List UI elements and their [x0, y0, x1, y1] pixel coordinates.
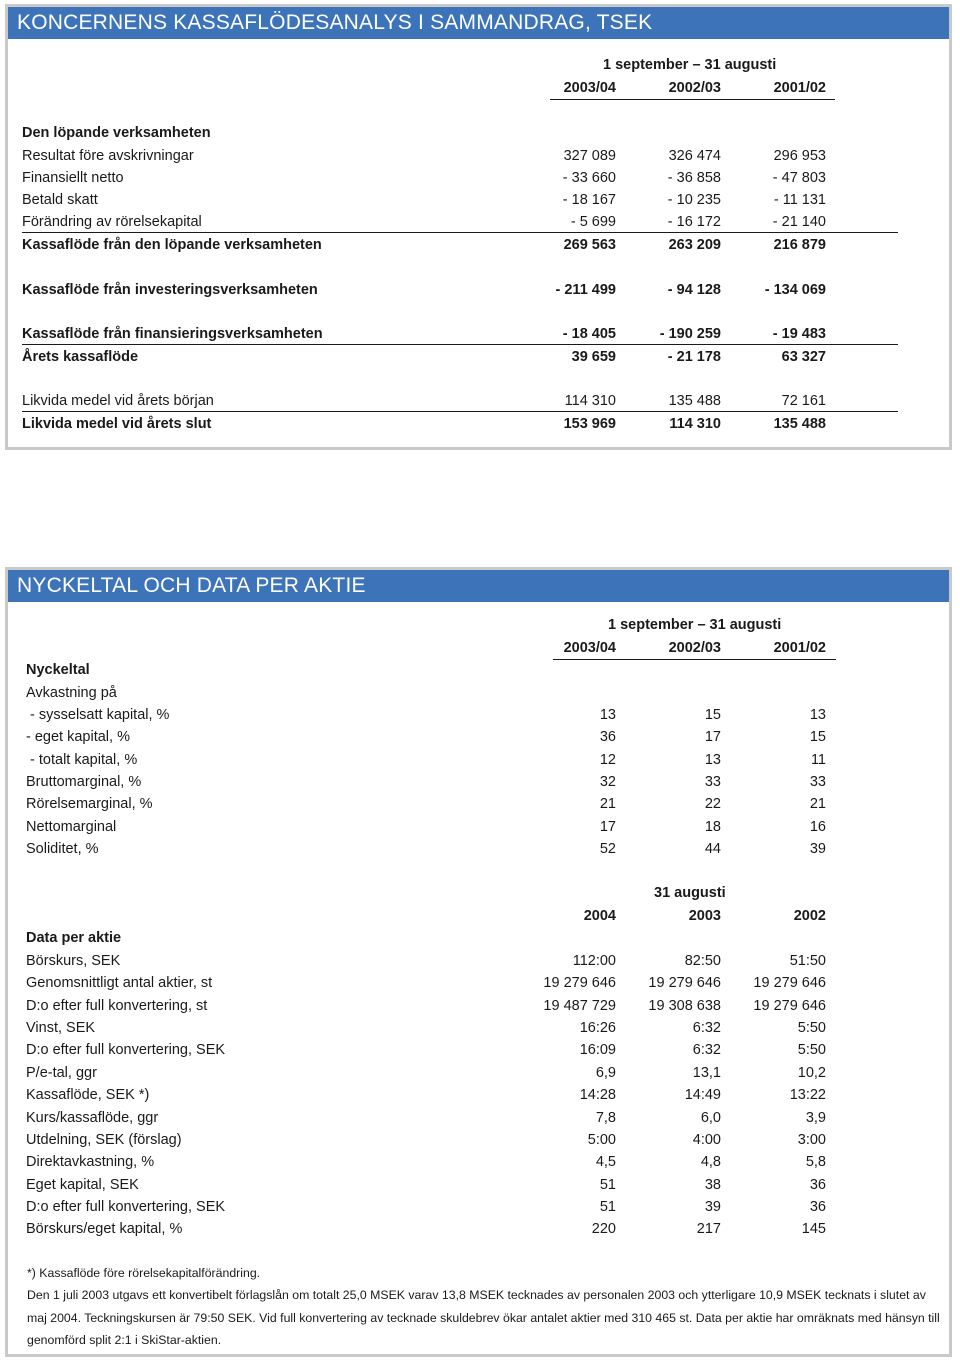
pershare-cell: 19 308 638 — [648, 998, 721, 1014]
keyfigures-row-label: Soliditet, % — [26, 841, 99, 857]
keyfigures-cell: 22 — [704, 796, 721, 812]
keyfigures-cell: 15 — [704, 707, 721, 723]
cashflow-cell: - 5 699 — [570, 214, 616, 230]
pershare-cell: 6:32 — [692, 1042, 721, 1058]
pershare-col-3: 2002 — [793, 908, 826, 924]
cashflow-cell: - 47 803 — [772, 170, 826, 186]
cashflow-cell: - 21 178 — [667, 349, 721, 365]
keyfigures-col-3: 2001/02 — [773, 640, 826, 656]
keyfigures-cell: 17 — [704, 729, 721, 745]
pershare-cell: 19 279 646 — [543, 975, 616, 991]
cashflow-cell: 135 488 — [773, 416, 826, 432]
keyfigures-title: NYCKELTAL OCH DATA PER AKTIE — [8, 570, 949, 602]
pershare-cell: 5:50 — [797, 1042, 826, 1058]
keyfigures-cell: 12 — [599, 752, 616, 768]
pershare-row-label: Börskurs, SEK — [26, 953, 121, 969]
cashflow-cell: 263 209 — [668, 237, 721, 253]
keyfigures-cell: 33 — [809, 774, 826, 790]
pershare-cell: 51:50 — [789, 953, 826, 969]
pershare-cell: 19 487 729 — [543, 998, 616, 1014]
cashflow-row-label: Likvida medel vid årets början — [22, 393, 214, 409]
pershare-cell: 19 279 646 — [753, 998, 826, 1014]
pershare-cell: 7,8 — [595, 1110, 616, 1126]
pershare-cell: 36 — [809, 1199, 826, 1215]
cashflow-cell: 269 563 — [563, 237, 616, 253]
cashflow-cell: - 11 131 — [773, 192, 826, 208]
pershare-cell: 6,0 — [700, 1110, 721, 1126]
cashflow-cell: - 21 140 — [772, 214, 826, 230]
keyfigures-row-label: Nettomarginal — [26, 819, 117, 835]
cashflow-end-rule — [22, 411, 898, 412]
cashflow-period: 1 september – 31 augusti — [603, 57, 777, 73]
pershare-cell: 3,9 — [805, 1110, 826, 1126]
pershare-row-label: Direktavkastning, % — [26, 1154, 155, 1170]
pershare-row-label: Genomsnittligt antal aktier, st — [26, 975, 213, 991]
cashflow-cell: 39 659 — [571, 349, 616, 365]
pershare-cell: 6:32 — [692, 1020, 721, 1036]
keyfigures-row-label: Rörelsemarginal, % — [26, 796, 153, 812]
keyfigures-period: 1 september – 31 augusti — [608, 617, 782, 633]
pershare-row-label: Kurs/kassaflöde, ggr — [26, 1110, 159, 1126]
pershare-period: 31 augusti — [654, 885, 726, 901]
cashflow-cell: - 19 483 — [772, 326, 826, 342]
keyfigures-row-label: Bruttomarginal, % — [26, 774, 142, 790]
cashflow-cell: - 18 167 — [562, 192, 616, 208]
cashflow-cell: 296 953 — [773, 148, 826, 164]
keyfigures-cell: 13 — [809, 707, 826, 723]
cashflow-header-rule — [550, 99, 835, 100]
pershare-row-label: Börskurs/eget kapital, % — [26, 1221, 183, 1237]
pershare-cell: 3:00 — [797, 1132, 826, 1148]
pershare-cell: 5,8 — [805, 1154, 826, 1170]
cashflow-cell: - 190 259 — [659, 326, 721, 342]
pershare-cell: 14:28 — [579, 1087, 616, 1103]
keyfigures-cell: 39 — [809, 841, 826, 857]
pershare-cell: 82:50 — [684, 953, 721, 969]
cashflow-cell: 114 310 — [564, 393, 616, 409]
cashflow-col-3: 2001/02 — [773, 80, 826, 96]
pershare-cell: 38 — [704, 1177, 721, 1193]
pershare-row-label: P/e-tal, ggr — [26, 1065, 97, 1081]
pershare-row-label: Utdelning, SEK (förslag) — [26, 1132, 182, 1148]
cashflow-cell: 72 161 — [781, 393, 826, 409]
pershare-row-label: D:o efter full konvertering, st — [26, 998, 208, 1014]
pershare-cell: 217 — [696, 1221, 721, 1237]
cashflow-cell: - 94 128 — [667, 282, 721, 298]
cashflow-cell: 153 969 — [563, 416, 616, 432]
keyfigures-section-heading: Nyckeltal — [26, 662, 90, 678]
cashflow-subtotal-rule — [22, 232, 898, 233]
pershare-cell: 220 — [591, 1221, 616, 1237]
keyfigures-row-label: - totalt kapital, % — [26, 752, 138, 768]
pershare-row-label: D:o efter full konvertering, SEK — [26, 1042, 226, 1058]
pershare-row-label: Kassaflöde, SEK *) — [26, 1087, 150, 1103]
keyfigures-cell: 44 — [704, 841, 721, 857]
cashflow-cell: - 33 660 — [562, 170, 616, 186]
cashflow-cell: - 134 069 — [764, 282, 826, 298]
keyfigures-row-label: - eget kapital, % — [26, 729, 130, 745]
pershare-cell: 16:09 — [579, 1042, 616, 1058]
cashflow-section-heading: Den löpande verksamheten — [22, 125, 211, 141]
cashflow-panel — [5, 4, 952, 450]
pershare-cell: 4,5 — [595, 1154, 616, 1170]
pershare-cell: 13,1 — [692, 1065, 721, 1081]
keyfigures-cell: 13 — [704, 752, 721, 768]
pershare-cell: 5:50 — [797, 1020, 826, 1036]
cashflow-cell: - 36 858 — [667, 170, 721, 186]
pershare-cell: 14:49 — [684, 1087, 721, 1103]
pershare-cell: 5:00 — [587, 1132, 616, 1148]
cashflow-col-1: 2003/04 — [563, 80, 616, 96]
pershare-cell: 19 279 646 — [753, 975, 826, 991]
keyfigures-col-1: 2003/04 — [563, 640, 616, 656]
cashflow-row-label: Kassaflöde från den löpande verksamheten — [22, 237, 322, 253]
keyfigures-cell: 32 — [599, 774, 616, 790]
pershare-section-heading: Data per aktie — [26, 930, 122, 946]
cashflow-total-rule — [22, 344, 898, 345]
pershare-cell: 39 — [704, 1199, 721, 1215]
pershare-row-label: D:o efter full konvertering, SEK — [26, 1199, 226, 1215]
cashflow-cell: 135 488 — [668, 393, 721, 409]
pershare-row-label: Vinst, SEK — [26, 1020, 96, 1036]
keyfigures-cell: 15 — [809, 729, 826, 745]
cashflow-cell: 327 089 — [563, 148, 616, 164]
pershare-cell: 16:26 — [579, 1020, 616, 1036]
keyfigures-panel — [5, 567, 952, 1357]
cashflow-cell: - 10 235 — [667, 192, 721, 208]
cashflow-cell: 216 879 — [773, 237, 826, 253]
cashflow-row-label: Kassaflöde från investeringsverksamheten — [22, 282, 318, 298]
keyfigures-cell: 33 — [704, 774, 721, 790]
pershare-cell: 51 — [599, 1177, 616, 1193]
pershare-cell: 4:00 — [692, 1132, 721, 1148]
pershare-cell: 4,8 — [700, 1154, 721, 1170]
keyfigures-subheading: Avkastning på — [26, 685, 117, 701]
footnote-convertible: Den 1 juli 2003 utgavs ett konvertibelt förlagslån om totalt 25,0 MSEK varav 13,8 MSEK tecknades av personalen 2003 och ytterligare 10,9 MSEK tecknats i slutet av maj 2004. Teckningskursen är 79:50 SEK. Vid full konvertering av tecknade skuldebrev ökar antalet aktier med 310 465 st. Data per aktie har omräknats med hänsyn till genomförd split 2:1 i SkiStar-aktien. — [27, 1288, 940, 1347]
pershare-row-label: Eget kapital, SEK — [26, 1177, 139, 1193]
cashflow-col-2: 2002/03 — [668, 80, 721, 96]
keyfigures-cell: 36 — [599, 729, 616, 745]
pershare-cell: 6,9 — [595, 1065, 616, 1081]
keyfigures-cell: 52 — [599, 841, 616, 857]
pershare-cell: 145 — [801, 1221, 826, 1237]
keyfigures-cell: 13 — [599, 707, 616, 723]
cashflow-row-label: Resultat före avskrivningar — [22, 148, 194, 164]
pershare-cell: 13:22 — [789, 1087, 826, 1103]
cashflow-cell: 63 327 — [781, 349, 826, 365]
cashflow-cell: 326 474 — [668, 148, 721, 164]
keyfigures-cell: 16 — [809, 819, 826, 835]
cashflow-row-label: Kassaflöde från finansieringsverksamheten — [22, 326, 323, 342]
cashflow-cell: - 211 499 — [555, 282, 616, 298]
cashflow-row-label: Likvida medel vid årets slut — [22, 416, 212, 432]
keyfigures-header-rule — [553, 659, 836, 660]
pershare-cell: 112:00 — [572, 953, 616, 969]
pershare-cell: 19 279 646 — [648, 975, 721, 991]
cashflow-row-label: Årets kassaflöde — [22, 349, 139, 365]
cashflow-cell: - 16 172 — [667, 214, 721, 230]
pershare-col-1: 2004 — [583, 908, 616, 924]
pershare-cell: 36 — [809, 1177, 826, 1193]
keyfigures-cell: 11 — [810, 752, 826, 768]
keyfigures-cell: 18 — [704, 819, 721, 835]
cashflow-row-label: Förändring av rörelsekapital — [22, 214, 202, 230]
cashflow-row-label: Finansiellt netto — [22, 170, 124, 186]
pershare-cell: 51 — [599, 1199, 616, 1215]
footnote-cashflow: *) Kassaflöde före rörelsekapitalförändring. — [27, 1266, 261, 1280]
cashflow-cell: 114 310 — [669, 416, 721, 432]
keyfigures-col-2: 2002/03 — [668, 640, 721, 656]
pershare-col-2: 2003 — [688, 908, 721, 924]
cashflow-cell: - 18 405 — [562, 326, 616, 342]
keyfigures-cell: 21 — [809, 796, 826, 812]
keyfigures-cell: 21 — [599, 796, 616, 812]
pershare-cell: 10,2 — [797, 1065, 826, 1081]
cashflow-title: KONCERNENS KASSAFLÖDESANALYS I SAMMANDRAG, TSEK — [8, 7, 949, 39]
keyfigures-row-label: - sysselsatt kapital, % — [26, 707, 170, 723]
cashflow-row-label: Betald skatt — [22, 192, 98, 208]
keyfigures-cell: 17 — [599, 819, 616, 835]
